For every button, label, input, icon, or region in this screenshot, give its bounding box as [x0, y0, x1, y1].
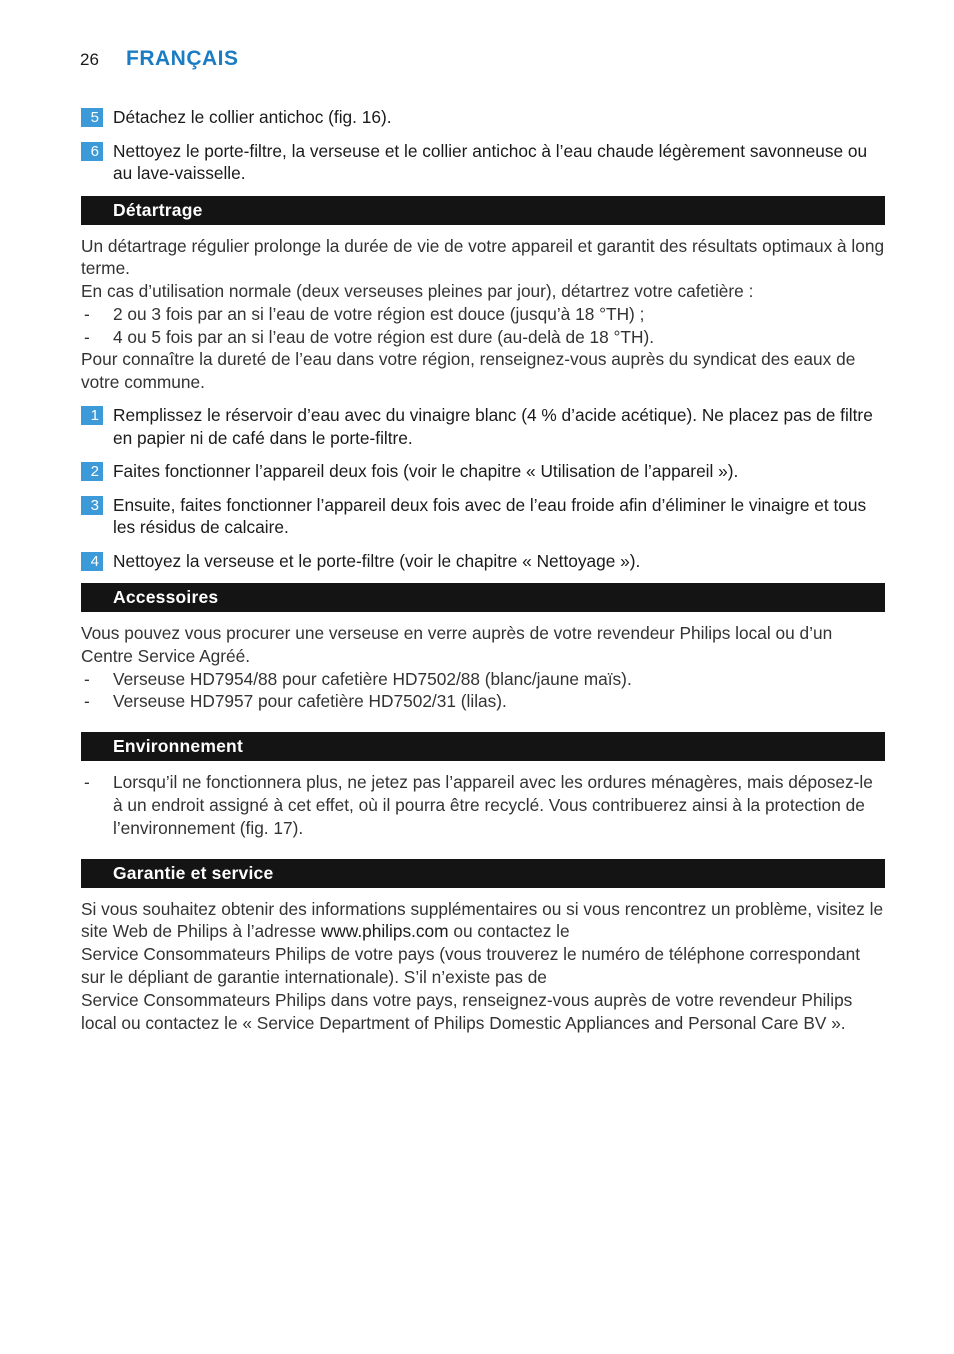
- step-text: Détachez le collier antichoc (fig. 16).: [113, 107, 392, 127]
- dash-icon: -: [84, 772, 90, 793]
- philips-website-link[interactable]: www.philips.com: [320, 921, 449, 942]
- step-number-badge: 6: [81, 142, 103, 161]
- garantie-line-2: Service Consommateurs Philips de votre pays (vous trouverez le numéro de téléphone correspondant sur le dépliant de garantie internationale). S’il n’existe pas de: [81, 944, 861, 988]
- list-item-text: 4 ou 5 fois par an si l’eau de votre région est dure (au-delà de 18 °TH).: [113, 326, 655, 347]
- garantie-text-after-link: ou contactez le: [448, 921, 570, 942]
- list-item: [81, 326, 885, 349]
- list-item-text: Verseuse HD7954/88 pour cafetière HD7502/88 (blanc/jaune maïs).: [113, 668, 632, 689]
- section-heading-detartrage: Détartrage: [81, 196, 885, 225]
- step-number-badge: 2: [81, 462, 103, 481]
- step-number-badge: 3: [81, 496, 103, 515]
- dash-icon: -: [84, 691, 90, 712]
- list-item-text: Lorsqu’il ne fonctionnera plus, ne jetez pas l’appareil avec les ordures ménagères, mais déposez-le à un endroit assigné à cet effet, où il pourra être recyclé. Vous contribuerez ainsi à la protection de l’environnement (fig. 17).: [113, 772, 873, 838]
- step-number-badge: 4: [81, 552, 103, 571]
- dash-icon: -: [84, 303, 90, 324]
- list-item-text: Verseuse HD7957 pour cafetière HD7502/31 (lilas).: [113, 691, 507, 712]
- section-heading-garantie: Garantie et service: [81, 859, 885, 888]
- detartrage-intro: Un détartrage régulier prolonge la durée de vie de votre appareil et garantit des résultats optimaux à long terme.: [81, 235, 885, 279]
- page-number: 26: [80, 50, 99, 69]
- step-3: [81, 494, 885, 539]
- dash-icon: -: [84, 326, 90, 347]
- step-number-badge: 5: [81, 108, 103, 127]
- list-item: [81, 303, 885, 326]
- step-text: Faites fonctionner l’appareil deux fois (voir le chapitre « Utilisation de l’appareil »).: [113, 461, 739, 482]
- step-text: Nettoyez la verseuse et le porte-filtre (voir le chapitre « Nettoyage »).: [113, 550, 641, 571]
- detartrage-hardness: Pour connaître la dureté de l’eau dans votre région, renseignez-vous auprès du syndicat des eaux de votre commune.: [81, 349, 856, 393]
- step-1: [81, 404, 885, 449]
- step-4: [81, 550, 885, 573]
- step-text: Nettoyez le porte-filtre, la verseuse et le collier antichoc à l’eau chaude légèrement savonneuse ou au lave-vaisselle.: [113, 140, 868, 183]
- step-6: [81, 140, 885, 185]
- step-number-badge: 1: [81, 406, 103, 425]
- step-text: Remplissez le réservoir d’eau avec du vinaigre blanc (4 % d’acide acétique). Ne placez pas de filtre en papier ni de café dans le porte-filtre.: [113, 405, 873, 448]
- garantie-text: [81, 898, 885, 944]
- list-item: [81, 668, 885, 691]
- list-item: [81, 771, 885, 839]
- garantie-text-before-link: Si vous souhaitez obtenir des informations supplémentaires ou si vous rencontrez un problème, visitez le site Web de Philips à l’adresse: [81, 898, 884, 942]
- language-title: FRANÇAIS: [126, 47, 239, 70]
- accessoires-intro: Vous pouvez vous procurer une verseuse en verre auprès de votre revendeur Philips local ou d’un Centre Service Agréé.: [81, 623, 833, 666]
- section-heading-environnement: Environnement: [81, 732, 885, 761]
- list-item-text: 2 ou 3 fois par an si l’eau de votre région est douce (jusqu’à 18 °TH) ;: [113, 303, 645, 324]
- list-item: [81, 690, 885, 713]
- step-text: Ensuite, faites fonctionner l’appareil deux fois avec de l’eau froide afin d’éliminer le vinaigre et tous les résidus de calcaire.: [113, 494, 867, 538]
- garantie-line-3: Service Consommateurs Philips dans votre pays, renseignez-vous auprès de votre revendeur Philips local ou contactez le « Service Department of Philips Domestic Appliances and Personal Care BV ».: [81, 989, 853, 1033]
- step-2: [81, 460, 885, 483]
- page-content: [81, 106, 885, 1034]
- step-5: [81, 106, 885, 129]
- detartrage-usage: En cas d’utilisation normale (deux verseuses pleines par jour), détartrez votre cafetière :: [81, 281, 754, 302]
- section-heading-accessoires: Accessoires: [81, 583, 885, 612]
- dash-icon: -: [84, 668, 90, 689]
